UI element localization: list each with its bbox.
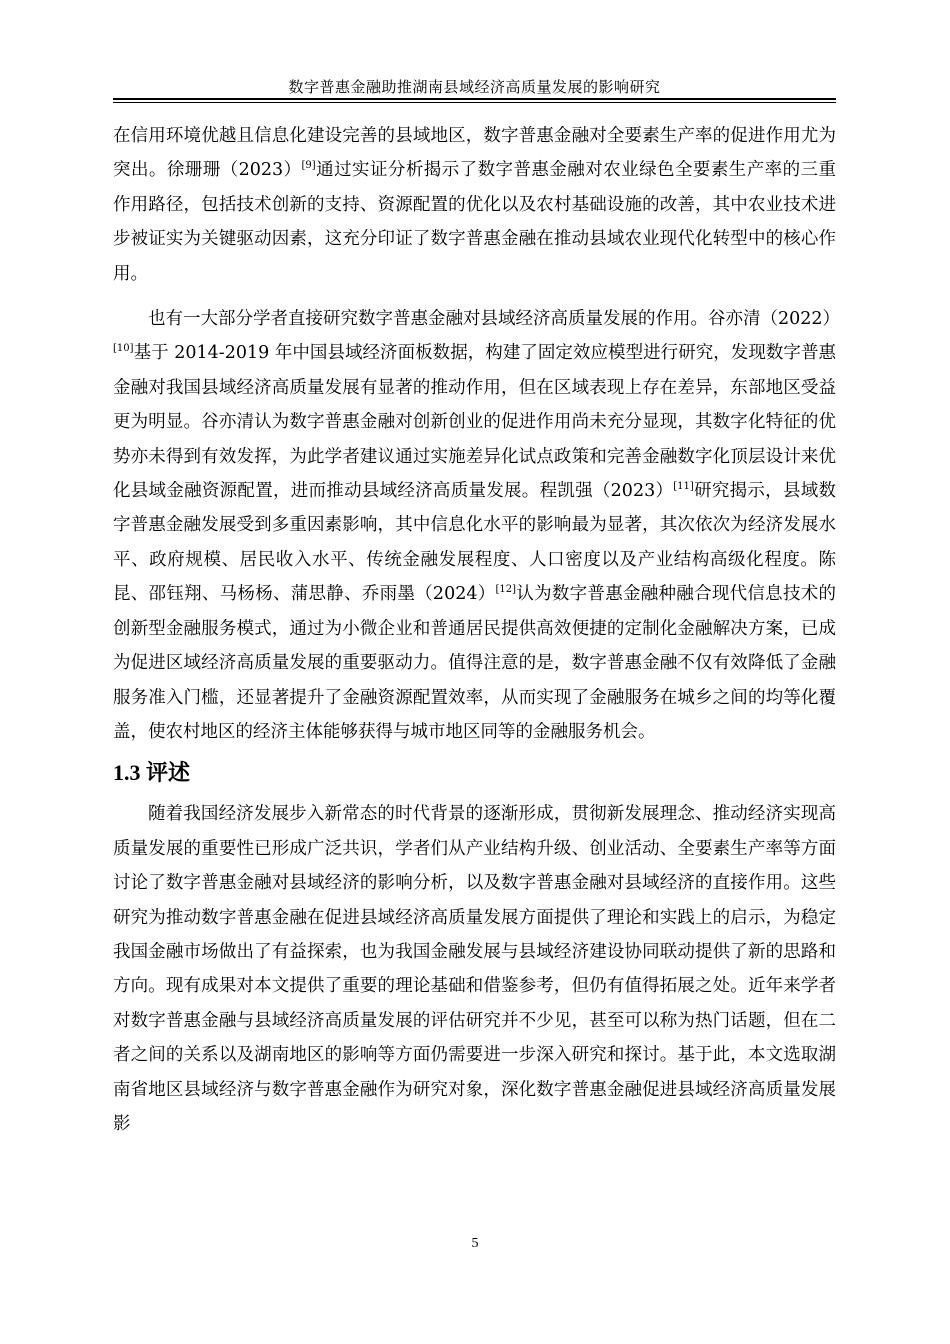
paragraph-1-text-cont: 通过实证分析揭示了数字普惠金融对农业绿色全要素生产率的三重作用路径，包括技术创新的支持、资源配置的优化以及农村基础设施的改善，其中农业技术进步被证实为关键驱动因素，这充分印证了数字普惠金融在推动县域农业现代化转型中的核心作用。 xyxy=(113,160,836,284)
paragraph-3: 随着我国经济发展步入新常态的时代背景的逐渐形成，贯彻新发展理念、推动经济实现高质量发展的重要性已形成广泛共识，学者们从产业结构升级、创业活动、全要素生产率等方面讨论了数字普惠金融对县域经济的影响分析，以及数字普惠金融对县域经济的直接作用。这些研究为推动数字普惠金融在促进县域经济高质量发展方面提供了理论和实践上的启示，为稳定我国金融市场做出了有益探索，也为我国金融发展与县域经济建设协同联动提供了新的思路和方向。现有成果对本文提供了重要的理论基础和借鉴参考，但仍有值得拓展之处。近年来学者对数字普惠金融与县域经济高质量发展的评估研究并不少见，甚至可以称为热门话题，但在二者之间的关系以及湖南地区的影响等方面仍需要进一步深入研究和探讨。基于此，本文选取湖南省地区县域经济与数字普惠金融作为研究对象，深化数字普惠金融促进县域经济高质量发展影 xyxy=(113,804,836,1134)
citation-12: [12] xyxy=(495,584,517,596)
paragraph-gap xyxy=(113,291,836,302)
paragraph-2-part-4: 认为数字普惠金融种融合现代信息技术的创新型金融服务模式，通过为小微企业和普通居民提供高效便捷的定制化金融解决方案，已成为促进区域经济高质量发展的重要驱动力。值得注意的是，数字普惠金融不仅有效降低了金融服务准入门槛，还显著提升了金融资源配置效率，从而实现了金融服务在城乡之间的均等化覆盖，使农村地区的经济主体能够获得与城市地区同等的金融服务机会。 xyxy=(113,584,836,742)
running-header: 数字普惠金融助推湖南县域经济高质量发展的影响研究 xyxy=(288,78,661,96)
paragraph-2-part-1: 也有一大部分学者直接研究数字普惠金融对县域经济高质量发展的作用。谷亦清（2022） xyxy=(148,309,841,330)
paragraph-1 xyxy=(113,119,836,291)
page-number: 5 xyxy=(471,1236,479,1251)
paragraph-2-part-2: 基于 2014-2019 年中国县域经济面板数据，构建了固定效应模型进行研究，发现数字普惠金融对我国县域经济高质量发展有显著的推动作用，但在区域表现上存在差异，东部地区受益更为明显。谷亦清认为数字普惠金融对创新创业的促进作用尚未充分显现，其数字化特征的优势亦未得到有效发挥，为此学者建议通过实施差异化试点政策和完善金融数字化顶层设计来优化县域金融资源配置，进而推动县域经济高质量发展。程凯强（2023） xyxy=(113,343,836,502)
citation-11: [11] xyxy=(673,481,694,493)
paragraph-2-part-3: 研究揭示，县域数字普惠金融发展受到多重因素影响，其中信息化水平的影响最为显著，其次依次为经济发展水平、政府规模、居民收入水平、传统金融发展程度、人口密度以及产业结构高级化程度。陈昆、邵钰翔、马杨杨、蒲思静、乔雨墨（2024） xyxy=(113,481,836,605)
citation-9: [9] xyxy=(301,160,316,172)
citation-10: [10] xyxy=(113,343,134,355)
header-rule-thick xyxy=(113,98,836,100)
paragraph-1-text: 在信用环境优越且信息化建设完善的县域地区，数字普惠金融对全要素生产率的促进作用尤为突出。徐珊珊（2023） xyxy=(113,126,836,181)
paragraph-2 xyxy=(113,302,841,749)
section-heading: 1.3 评述 xyxy=(113,760,191,786)
header-rule-thin xyxy=(113,102,836,103)
body-text xyxy=(113,119,841,1141)
